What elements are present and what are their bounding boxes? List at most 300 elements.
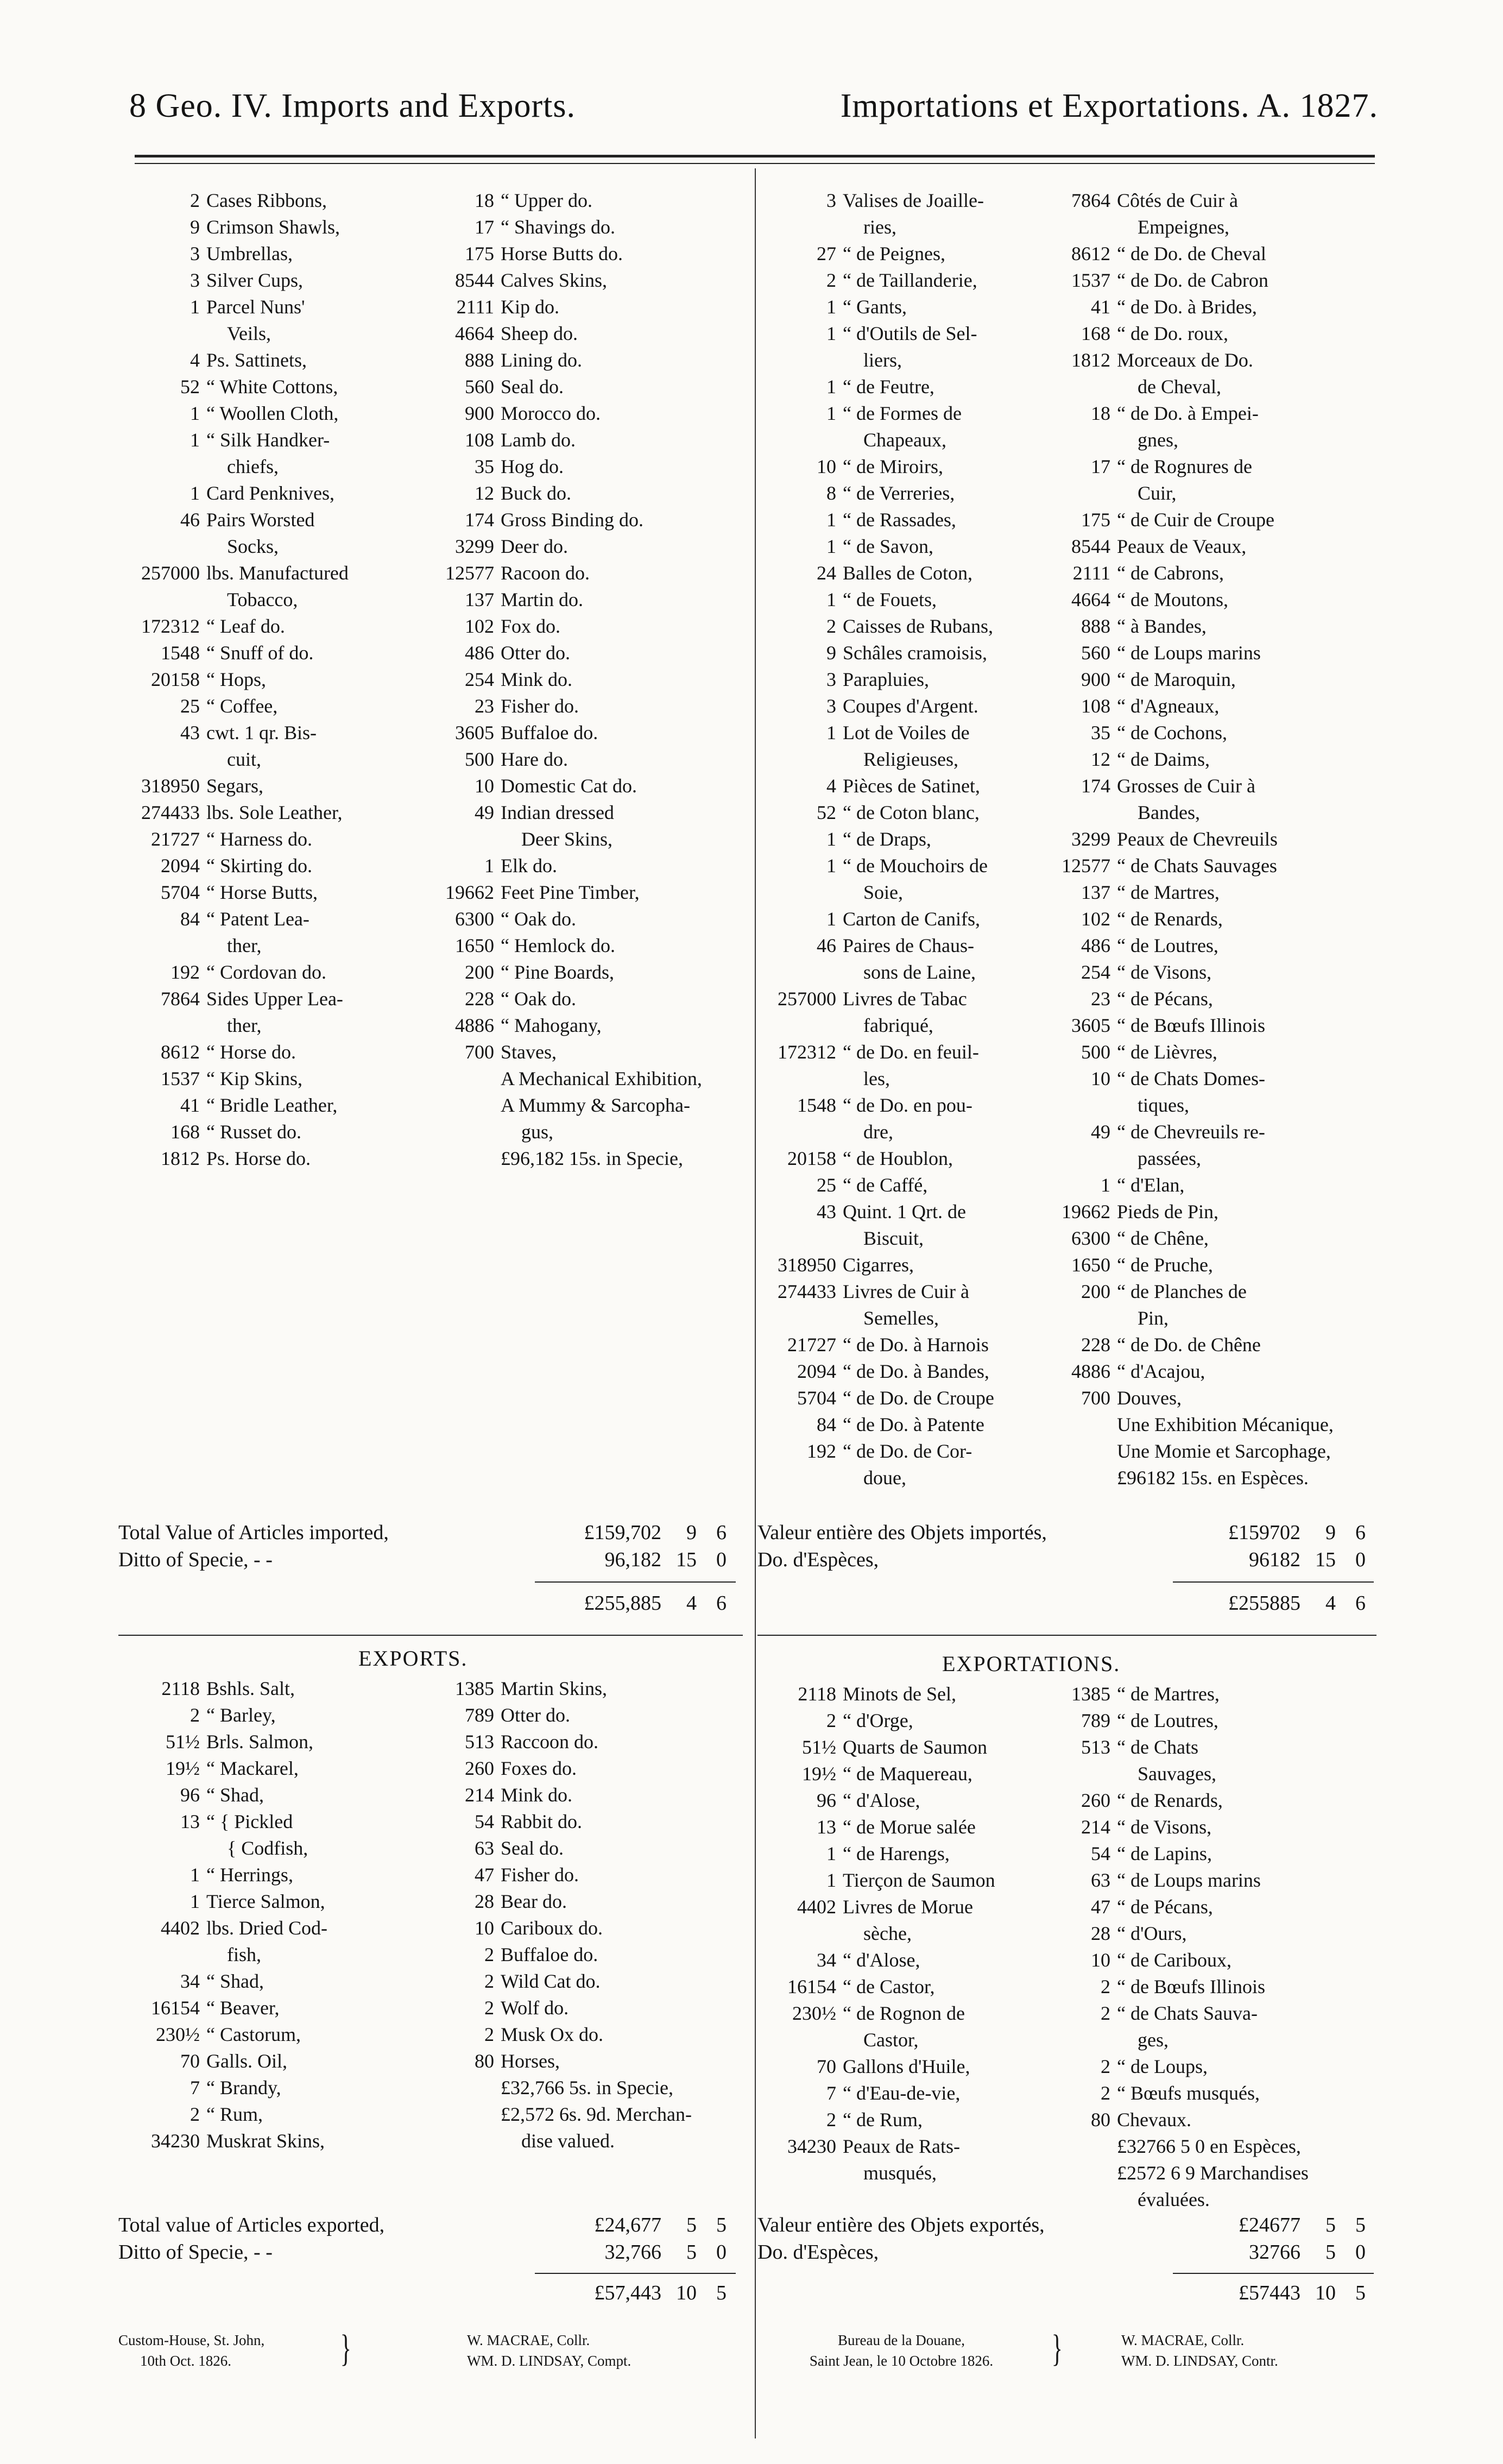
item-quantity: 70 — [817, 2056, 836, 2077]
total-shillings: 5 — [1325, 2214, 1336, 2236]
item-description: Empeignes, — [1138, 216, 1229, 238]
item-description: évaluées. — [1138, 2189, 1210, 2210]
item-quantity: 3 — [190, 243, 200, 264]
item-description: Côtés de Cuir à — [1117, 190, 1238, 211]
item-quantity: 1 — [826, 589, 836, 610]
item-description: Schâles cramoisis, — [843, 642, 987, 664]
item-description: “ Leaf do. — [206, 615, 285, 637]
list-item — [413, 241, 749, 267]
item-description: Douves, — [1117, 1387, 1182, 1409]
item-quantity: 486 — [1081, 935, 1110, 956]
item-description: “ de Rognures de — [1117, 456, 1252, 477]
item-description: “ de Mouchoirs de — [843, 855, 988, 877]
item-quantity: 2 — [484, 1997, 494, 2019]
list-item — [1029, 427, 1376, 453]
item-quantity: 96 — [180, 1784, 200, 1806]
list-item — [1029, 400, 1376, 427]
item-quantity: 1 — [190, 482, 200, 504]
item-description: Mink do. — [501, 669, 573, 690]
item-description: “ Shavings do. — [501, 216, 615, 238]
item-quantity: 10 — [1091, 1949, 1110, 1971]
list-item — [1029, 1066, 1376, 1092]
item-description: Chevaux. — [1117, 2109, 1191, 2131]
item-description: “ de Do. à Empei- — [1117, 402, 1259, 424]
item-description: Horse Butts do. — [501, 243, 623, 264]
item-description: gus, — [521, 1121, 554, 1143]
item-quantity: 137 — [465, 589, 494, 610]
item-description: Martin do. — [501, 589, 583, 610]
list-item — [1029, 1385, 1376, 1411]
list-item — [1029, 826, 1376, 853]
item-quantity: 137 — [1081, 881, 1110, 903]
item-description: “ de Martres, — [1117, 1683, 1220, 1705]
list-item — [413, 1702, 749, 1729]
item-description: “ de Do. roux, — [1117, 323, 1228, 344]
item-description: Bear do. — [501, 1890, 567, 1912]
specie-pence: 0 — [1355, 2241, 1366, 2264]
item-description: “ de Pécans, — [1117, 988, 1213, 1010]
list-item — [413, 374, 749, 400]
list-item — [413, 879, 749, 906]
item-description: “ Upper do. — [501, 190, 592, 211]
item-description: Cuir, — [1138, 482, 1177, 504]
list-item — [1029, 214, 1376, 241]
sum-pence: 6 — [716, 1592, 727, 1615]
list-item — [1029, 1438, 1376, 1465]
item-description: “ de Maquereau, — [843, 1763, 972, 1785]
item-description: Buck do. — [501, 482, 571, 504]
item-description: Religieuses, — [863, 748, 958, 770]
item-quantity: 4402 — [797, 1896, 836, 1918]
specie-pence: 0 — [716, 2241, 727, 2264]
item-quantity: 2 — [1101, 1976, 1110, 1997]
item-description: “ de Bœufs Illinois — [1117, 1976, 1265, 1997]
item-description: Cigarres, — [843, 1254, 914, 1276]
total-pounds: £159702 — [1228, 1521, 1300, 1544]
sum-pounds: £57443 — [1239, 2282, 1300, 2304]
exports-en-sum-rule — [535, 2273, 736, 2274]
item-quantity: 2 — [190, 2103, 200, 2125]
list-item — [118, 799, 444, 826]
item-quantity: 318950 — [778, 1254, 836, 1276]
item-quantity: 2 — [826, 1710, 836, 1731]
list-item — [118, 187, 444, 214]
item-description: Bshls. Salt, — [206, 1678, 295, 1699]
list-item — [1029, 1252, 1376, 1278]
item-description: “ Horse do. — [206, 1041, 296, 1063]
item-quantity: 70 — [180, 2050, 200, 2072]
item-description: “ de Coton blanc, — [843, 802, 980, 823]
list-item — [413, 666, 749, 693]
item-description: “ d'Agneaux, — [1117, 695, 1220, 717]
list-item — [118, 1835, 444, 1862]
item-quantity: 1 — [190, 296, 200, 318]
item-quantity: 10 — [1091, 1068, 1110, 1089]
item-quantity: 49 — [475, 802, 494, 823]
item-description: de Cheval, — [1138, 376, 1221, 398]
item-quantity: 2094 — [797, 1360, 836, 1382]
list-item — [1029, 1894, 1376, 1920]
exports-en-col2 — [413, 1675, 749, 2154]
item-description: musqués, — [863, 2162, 937, 2184]
item-quantity: 1 — [826, 296, 836, 318]
item-description: Kip do. — [501, 296, 559, 318]
item-description: “ Beaver, — [206, 1997, 280, 2019]
item-description: “ de Caffé, — [843, 1174, 928, 1196]
item-quantity: 2 — [484, 1944, 494, 1965]
item-description: Fisher do. — [501, 1864, 579, 1886]
total-pounds: £24677 — [1239, 2214, 1300, 2236]
item-description: “ de Do. de Croupe — [843, 1387, 994, 1409]
item-quantity: 1548 — [797, 1094, 836, 1116]
list-item — [413, 560, 749, 587]
item-quantity: 2111 — [456, 296, 494, 318]
item-description: Buffaloe do. — [501, 722, 598, 743]
item-description: fabriqué, — [863, 1014, 933, 1036]
list-item — [1029, 666, 1376, 693]
item-quantity: 25 — [817, 1174, 836, 1196]
item-quantity: 172312 — [778, 1041, 836, 1063]
item-quantity: 1 — [826, 535, 836, 557]
item-description: Segars, — [206, 775, 263, 797]
list-item — [1029, 1199, 1376, 1225]
item-description: Gallons d'Huile, — [843, 2056, 970, 2077]
item-description: ges, — [1138, 2029, 1169, 2051]
list-item — [1029, 746, 1376, 773]
list-item — [1029, 1761, 1376, 1787]
item-description: Gross Binding do. — [501, 509, 644, 531]
item-description: Une Momie et Sarcophage, — [1117, 1440, 1331, 1462]
item-description: Otter do. — [501, 642, 570, 664]
item-description: Caisses de Rubans, — [843, 615, 993, 637]
list-item — [1029, 1305, 1376, 1332]
item-description: Seal do. — [501, 376, 564, 398]
item-quantity: 7 — [826, 2082, 836, 2104]
list-item — [413, 1915, 749, 1942]
item-quantity: 1 — [190, 402, 200, 424]
list-item — [413, 1862, 749, 1888]
item-quantity: 43 — [817, 1201, 836, 1222]
item-quantity: 172312 — [141, 615, 200, 637]
item-description: Parcel Nuns' — [206, 296, 305, 318]
list-item — [1029, 320, 1376, 347]
item-description: “ de Pécans, — [1117, 1896, 1213, 1918]
item-quantity: 175 — [465, 243, 494, 264]
total-label: Valeur entière des Objets importés, — [757, 1521, 1047, 1544]
item-description: “ { Pickled — [206, 1811, 293, 1832]
item-description: “ Shad, — [206, 1970, 264, 1992]
item-description: “ Mahogany, — [501, 1014, 602, 1036]
item-description: “ Harness do. — [206, 828, 312, 850]
total-shillings: 9 — [686, 1521, 697, 1544]
item-description: Lot de Voiles de — [843, 722, 970, 743]
footer-sig-line2: WM. D. LINDSAY, Compt. — [467, 2353, 631, 2369]
item-description: Peaux de Chevreuils — [1117, 828, 1278, 850]
list-item — [413, 2101, 749, 2128]
specie-pounds: 32766 — [1249, 2241, 1300, 2264]
item-description: A Mummy & Sarcopha- — [501, 1094, 690, 1116]
item-quantity: 21727 — [151, 828, 200, 850]
total-pence: 6 — [716, 1521, 727, 1544]
item-description: Paires de Chaus- — [843, 935, 974, 956]
item-description: Calves Skins, — [501, 269, 608, 291]
item-description: Foxes do. — [501, 1757, 577, 1779]
item-description: “ d'Ours, — [1117, 1923, 1187, 1944]
list-item — [1029, 1145, 1376, 1172]
item-quantity: 8544 — [1071, 535, 1110, 557]
item-quantity: 1385 — [455, 1678, 494, 1699]
sum-shillings: 4 — [686, 1592, 697, 1615]
item-description: “ de Savon, — [843, 535, 933, 557]
item-description: Grosses de Cuir à — [1117, 775, 1255, 797]
item-quantity: 486 — [465, 642, 494, 664]
list-item — [413, 507, 749, 533]
item-quantity: 4664 — [1071, 589, 1110, 610]
list-item — [118, 1675, 444, 1702]
list-item — [1029, 720, 1376, 746]
item-description: Lamb do. — [501, 429, 576, 451]
item-description: Pieds de Pin, — [1117, 1201, 1219, 1222]
item-description: Une Exhibition Mécanique, — [1117, 1414, 1334, 1435]
item-description: Valises de Joaille- — [843, 190, 984, 211]
item-description: “ Snuff of do. — [206, 642, 314, 664]
item-description: “ de Chats Sauvages — [1117, 855, 1277, 877]
list-item — [118, 613, 444, 640]
item-quantity: 5704 — [797, 1387, 836, 1409]
total-pence: 5 — [1355, 2214, 1366, 2236]
item-description: Veils, — [227, 323, 271, 344]
item-description: “ Hops, — [206, 669, 266, 690]
list-item — [118, 1702, 444, 1729]
imports-fr-sum-row — [757, 1591, 1382, 1618]
item-quantity: 2094 — [161, 855, 200, 877]
list-item — [118, 587, 444, 613]
footer-place-line2: Saint Jean, le 10 Octobre 1826. — [809, 2353, 994, 2369]
item-description: “ Barley, — [206, 1704, 276, 1726]
list-item — [413, 2021, 749, 2048]
item-description: Bandes, — [1138, 802, 1200, 823]
item-description: Sides Upper Lea- — [206, 988, 343, 1010]
item-description: Elk do. — [501, 855, 557, 877]
list-item — [118, 720, 444, 746]
list-item — [1029, 1092, 1376, 1119]
item-description: “ White Cottons, — [206, 376, 338, 398]
imports-en-specie-row — [118, 1548, 743, 1575]
list-item — [118, 560, 444, 587]
item-quantity: 318950 — [141, 775, 200, 797]
item-description: ries, — [863, 216, 896, 238]
item-description: “ Gants, — [843, 296, 907, 318]
item-description: Morceaux de Do. — [1117, 349, 1253, 371]
item-description: “ de Feutre, — [843, 376, 934, 398]
item-quantity: 102 — [465, 615, 494, 637]
item-quantity: 513 — [1081, 1736, 1110, 1758]
item-description: Raccoon do. — [501, 1731, 598, 1753]
item-quantity: 1 — [826, 855, 836, 877]
item-description: “ Coffee, — [206, 695, 278, 717]
exports-fr-sum-row — [757, 2281, 1382, 2308]
item-description: “ de Loutres, — [1117, 935, 1218, 956]
item-quantity: 500 — [1081, 1041, 1110, 1063]
item-description: “ de Pruche, — [1117, 1254, 1213, 1276]
imports-en-col1 — [118, 187, 444, 1172]
list-item — [1029, 2186, 1376, 2213]
item-quantity: 7864 — [1071, 190, 1110, 211]
list-item — [413, 2048, 749, 2075]
list-item — [118, 427, 444, 453]
list-item — [118, 214, 444, 241]
item-description: “ de Houblon, — [843, 1148, 953, 1169]
item-description: “ Shad, — [206, 1784, 264, 1806]
specie-shillings: 15 — [1315, 1548, 1336, 1571]
specie-label: Ditto of Specie, - - — [118, 1548, 273, 1571]
list-item — [413, 2075, 749, 2101]
item-description: Mink do. — [501, 1784, 573, 1806]
list-item — [413, 1888, 749, 1915]
item-quantity: 1 — [826, 323, 836, 344]
list-item — [1029, 1734, 1376, 1761]
specie-label: Do. d'Espèces, — [757, 1548, 879, 1571]
item-quantity: 21727 — [787, 1334, 836, 1356]
list-item — [413, 773, 749, 799]
list-item — [413, 347, 749, 374]
item-description: “ Kip Skins, — [206, 1068, 303, 1089]
item-quantity: 5704 — [161, 881, 200, 903]
item-description: Minots de Sel, — [843, 1683, 957, 1705]
item-description: Semelles, — [863, 1307, 939, 1329]
header-rule-thin — [135, 163, 1375, 164]
footer-sig-line2: WM. D. LINDSAY, Contr. — [1121, 2353, 1278, 2369]
list-item — [1029, 2053, 1376, 2080]
item-quantity: 214 — [1081, 1816, 1110, 1838]
item-description: les, — [863, 1068, 890, 1089]
list-item — [413, 400, 749, 427]
item-quantity: 1537 — [1071, 269, 1110, 291]
item-quantity: 43 — [180, 722, 200, 743]
footer-fr-brace: } — [1051, 2328, 1063, 2370]
item-description: “ de Chevreuils re- — [1117, 1121, 1265, 1143]
item-quantity: 900 — [1081, 669, 1110, 690]
list-item — [118, 773, 444, 799]
item-description: Buffaloe do. — [501, 1944, 598, 1965]
item-quantity: 34 — [180, 1970, 200, 1992]
item-description: gnes, — [1138, 429, 1178, 451]
item-description: “ de Lapins, — [1117, 1843, 1212, 1864]
imports-en-col2 — [413, 187, 749, 1172]
item-quantity: 900 — [465, 402, 494, 424]
item-description: “ de Do. en pou- — [843, 1094, 972, 1116]
exports-en-total-row — [118, 2213, 743, 2240]
item-description: Horses, — [501, 2050, 560, 2072]
item-description: Livres de Cuir à — [843, 1281, 969, 1302]
item-quantity: 1 — [826, 509, 836, 531]
item-description: { Codfish, — [227, 1837, 308, 1859]
item-description: “ de Fouets, — [843, 589, 937, 610]
list-item — [1029, 1278, 1376, 1305]
item-description: “ Bridle Leather, — [206, 1094, 338, 1116]
item-quantity: 3 — [826, 695, 836, 717]
item-quantity: 260 — [465, 1757, 494, 1779]
item-quantity: 1 — [190, 1890, 200, 1912]
item-quantity: 35 — [475, 456, 494, 477]
list-item — [413, 826, 749, 853]
item-description: “ Brandy, — [206, 2077, 281, 2099]
item-quantity: 174 — [465, 509, 494, 531]
imports-en-sum-rule — [535, 1581, 736, 1583]
item-quantity: 12 — [1091, 748, 1110, 770]
list-item — [1029, 1012, 1376, 1039]
list-item — [413, 1782, 749, 1808]
item-quantity: 1548 — [161, 642, 200, 664]
specie-label: Ditto of Specie, - - — [118, 2241, 273, 2264]
item-description: Pairs Worsted — [206, 509, 315, 531]
item-quantity: 230½ — [792, 2002, 836, 2024]
item-description: “ de Do. de Cheval — [1117, 243, 1266, 264]
list-item — [1029, 1119, 1376, 1145]
item-description: Quint. 1 Qrt. de — [843, 1201, 966, 1222]
item-quantity: 19662 — [1062, 1201, 1110, 1222]
item-quantity: 84 — [817, 1414, 836, 1435]
item-quantity: 254 — [1081, 961, 1110, 983]
item-quantity: 1385 — [1071, 1683, 1110, 1705]
item-quantity: 214 — [465, 1784, 494, 1806]
specie-shillings: 5 — [686, 2241, 697, 2264]
item-description: “ Horse Butts, — [206, 881, 318, 903]
list-item — [1029, 879, 1376, 906]
item-description: “ Oak do. — [501, 908, 576, 930]
item-description: Castor, — [863, 2029, 919, 2051]
item-description: Wild Cat do. — [501, 1970, 601, 1992]
exports-fr-total-row — [757, 2213, 1382, 2240]
item-quantity: 18 — [1091, 402, 1110, 424]
item-quantity: 27 — [817, 243, 836, 264]
list-item — [118, 400, 444, 427]
item-quantity: 13 — [817, 1816, 836, 1838]
item-quantity: 52 — [180, 376, 200, 398]
list-item — [413, 746, 749, 773]
item-quantity: 28 — [1091, 1923, 1110, 1944]
item-quantity: 2 — [190, 1704, 200, 1726]
list-item — [118, 1995, 444, 2021]
item-quantity: 102 — [1081, 908, 1110, 930]
specie-pounds: 32,766 — [604, 2241, 661, 2264]
item-description: A Mechanical Exhibition, — [501, 1068, 702, 1089]
item-description: Deer do. — [501, 535, 568, 557]
item-description: £96182 15s. en Espèces. — [1117, 1467, 1309, 1489]
item-description: Umbrellas, — [206, 243, 293, 264]
sum-pence: 6 — [1355, 1592, 1366, 1615]
item-quantity: 2 — [190, 190, 200, 211]
item-description: “ Rum, — [206, 2103, 263, 2125]
item-quantity: 51½ — [166, 1731, 200, 1753]
item-description: “ de Harengs, — [843, 1843, 950, 1864]
exports-fr-title: EXPORTATIONS. — [942, 1652, 1121, 1676]
item-quantity: 49 — [1091, 1121, 1110, 1143]
item-quantity: 54 — [1091, 1843, 1110, 1864]
item-quantity: 174 — [1081, 775, 1110, 797]
item-quantity: 35 — [1091, 722, 1110, 743]
item-description: Otter do. — [501, 1704, 570, 1726]
list-item — [118, 1942, 444, 1968]
item-quantity: 3605 — [455, 722, 494, 743]
list-item — [118, 533, 444, 560]
item-quantity: 2 — [484, 2024, 494, 2045]
item-quantity: 41 — [1091, 296, 1110, 318]
item-quantity: 17 — [475, 216, 494, 238]
item-quantity: 2 — [826, 2109, 836, 2131]
item-quantity: 260 — [1081, 1789, 1110, 1811]
item-quantity: 4 — [826, 775, 836, 797]
